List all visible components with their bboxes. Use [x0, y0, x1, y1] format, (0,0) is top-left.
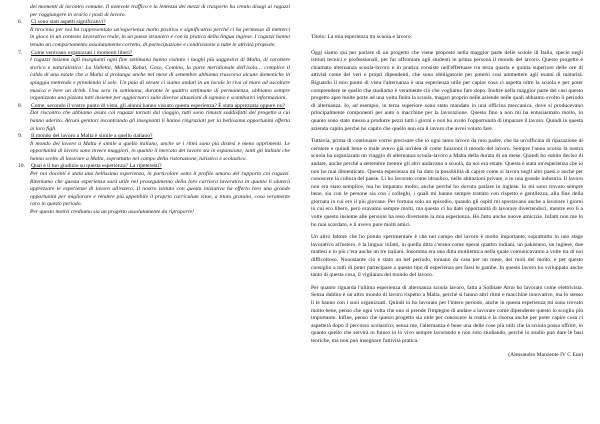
question-number: 8. [18, 102, 23, 109]
author-signature: (Alessandro Manzente IV C Ene) [508, 351, 583, 358]
question [18, 163, 290, 171]
answer-paragraph: Dal riscontro che abbiamo avuto coi ragazzi tornati dal viaggio, tutti sono rimasti soddisfatti del progetto a cui hanno aderito. Alcuni genitori incontrando gli insegnanti li hanno ringraziati per la bellissima opportunità offerta ai loro figli. [30, 110, 290, 132]
question [18, 133, 290, 141]
question-item [18, 50, 290, 103]
essay-paragraph: Un altro fattore che ho potuto sperimentare è che nel campo del lavoro è molto importante, soprattutto in uno stage lavorativo all'estero, è la lingua: infatti, in quella ditta c'erano come operai quattro indiani, un pakistano, un inglese, due maltesi e io più c'era anche un tre italiani. Insomma era una ditta multietnica nella quale comunicavamo a volte tra di noi difficoltoso. Nonostante ciò è stato un bel periodo, lontano da casa per un mese, dei ruoli dei molto, e per questo consiglio a tutti di poter partecipare a questo tipo di esperienza per farsi le gambe. In questo lavoro ho sviluppato anche tanto di questa cosa, il vigilanza del mondo del lavoro. [311, 234, 583, 279]
answer [18, 141, 290, 164]
question-text: Come, secondo il vostro punto di vista, gli alunni hanno vissuto questa esperienza? È stata apprezzata oppure no? [31, 102, 285, 109]
essay-title: Titolo: La mia esperienza tra scuola e lavoro. [311, 34, 413, 40]
answer-paragraph: Il tirocinio per noi ha rappresentato un'esperienza molto positiva e significativa perché ci ha permesso di metterci in gioco in un contesto lavorativo reale, in un paese straniero e con la pratica della lingua inglese. I ragazzi hanno tenuto un comportamento assolutamente corretto, di partecipazione e condivisione a tutte le attività proposte. [30, 26, 290, 48]
question-text: Ci sono stati aspetti significativi? [31, 19, 106, 26]
question-number: 10. [18, 163, 25, 170]
question [18, 19, 290, 27]
answer-paragraph: I ragazzi insieme agli insegnanti ogni fine settimana hanno visitato i luoghi più suggestivi di Malta, di carattere storico e naturalistico: La Valletta, Mdina, Rabat, Gozo, Comino, la parte meridionale dell'isola… complice il caldo di una estate che a Malta si prolunga anche nel mese di settembre abbiamo trascorso alcune domeniche in spiaggia mettendo e prendendo il sole. Un paio di serate ci siamo andati in un locale in riva al mare ad ascoltare musica e bere un drink. Una sera in settimana, durante le quattro settimane di permanenza, abbiamo sempre organizzato una pizzata tutti insieme per aggiornarci sulle diverse situazioni di ognuno e scambiarci informazioni. [30, 57, 290, 102]
essay-paragraph: Tuttavia, prima di continuare vorrei precisare che io ogni tanto lavoro da mio padre, che ha un'officina di riparazione di cerniere e quindi bene o male avevo già un'idea di come funzioni il mondo del lavoro. Sempre l'anno scorso la nostra scuola ha organizzato un viaggio di alternanza scuola-lavoro a Malta della durata di un mese. Quindi ho subito deciso di andare, anche perché a settembre mentre gli altri andavano a scuola, da noi era estate. Questa è stata un'esperienza che io non ho mai dimenticato. Questa esperienza mi ha dato la possibilità di capire come si lavora negli altri paesi e anche per conoscere la cultura del paese. Lì ho lavorato come idraulico, nelle abitazioni private, e in una grande industria. Il lavoro non era stato semplice, ma ho imparato molto, anche perché ho dovuto parlare in inglese. Io mi sono trovato sempre bene, sia con le persone sia con i colleghi, i quali mi hanno sempre trattato con rispetto e gentilezza, alla fine della giornata in cui ero il più giovane. Per fortuna solo un episodio, quando gli ospiti mi spostavano anche a lavorare i giorni in cui ero libero, però eravamo sempre molti, ma questo ci ha dato opportunità di lavorare divertendoci, mentre ero lì a volte questo insieme alle persioni ha reso divertente la mia esperienza. Ho fatto anche nuove amicizie. Infatti non me lo ho mai scordato, e lì avevo pure molti amici. [311, 138, 583, 228]
intro-answer [18, 4, 290, 19]
question-item [18, 19, 290, 49]
question-item [18, 163, 290, 216]
essay-paragraph: Per quanto riguarda l'ultima esperienza di alternanza scuola lavoro, fatta a Solbiate Arno ho lavorato come elettricista. Senza dubbio è un altro mondo di lavoro rispetto a Malta, perché si hanno altri ritmi e macchine innovative, ma lo stesso lì le hanno con i suoi organizzati. Quindi io ho lavorato per l'intero periodo, anche in questa esperienza mi sono trovato molto bene, penso che ogni volta che uno si prende l'impegno di andare a lavorare come dipendente questo lo scoglio più importante. Infine, penso che questo progetto sia utile per conoscere la realtà e la risorsa anche per poter capire cosa ci aspetterà dopo il percorso scolastico; senza me, l'alternanza è bene una delle cose più utili che la scuola possa offrire, in quanto quello che servirà in futuro io lo vivo sempre lavorando e non solo studiando, perché lo studio può dare le basi teoriche, ma non può insegnare l'attività pratica. [311, 284, 583, 344]
answer-paragraph: Per noi docenti è stata una bellissima esperienza, in particolare sotto il profilo umano del rapporto coi ragazzi. Riteniamo che questa esperienza sarà utile nel proseguimento della loro carriera lavorativa in quanto li aiuterà apprezzare le esperienze di lavoro all'estero. Il nostro istituto con questa iniziativa ha offerto loro una grande opportunità per migliorare e rendere più appetibile il proprio curriculum vitae, a titolo gratuito, cosa veramente rara in questo periodo. [30, 171, 290, 208]
answer [18, 171, 290, 217]
question-item [18, 133, 290, 163]
answer-paragraph: dei momenti di incontro comune. Il notevole traffico e la lentezza dei mezzi di trasporto ha creato disagi ai ragazzi per raggiungere in orario i posti di lavoro. [30, 4, 290, 18]
question-item [18, 103, 290, 133]
question-number: 6. [18, 19, 23, 26]
answer [18, 110, 290, 133]
question-text: Il mondo del lavoro a Malta è simile a quello italiano? [31, 133, 153, 140]
answer [18, 57, 290, 103]
answer [18, 27, 290, 50]
essay-paragraph: Oggi siamo qui per parlare di un progetto che viene proposto nella maggior parte delle scuole di Italia, specie negli istituti tecnici e professionali, per far affrontare agli studenti in prima persona il mondo del lavoro. Questo progetto è chiamato alternanza scuola-lavoro e in pratica consiste nell'effettuare tra terza quarta e quinta superiore delle ore di attività come dei veri e propri dipendenti, che sono obbligatorie per potersi così ammettere agli esami di maturità. Riguardo il mio punto di vista l'alternanza è una esperienza utile per capire cosa ci aspetta oltre la scuola e per poter comprendere se quello che studiamo è veramente ciò che vogliamo fare dopo. Inoltre nella maggior parte dei casi questo progetto apre molte porte ad una volta finita la scuola, magari proprio nelle aziende nelle quali abbiamo svolto il periodo di alternanza. Io, ad esempio, in terza superiore sono stato mandato in una officina meccanica, dove si producevano principalmente componenti per auto o macchine per la lavorazione. Questo fino a non mi ha entusiasmato molto, in quanto sono stato messo a produrre pezzi tutti i giorni e non ho avuto l'opportunità di imparare il lavoro. Quindi in questa azienda capito perché ho capito che quello non era il lavoro che avrei voluto fare. [311, 49, 583, 132]
question-text: Qual è il tuo giudizio su questa esperienza? La ripeteresti? [31, 163, 162, 170]
essay-column [311, 4, 583, 359]
question-number: 7. [18, 49, 23, 56]
answer-paragraph: Per questo motivi crediamo sia un progetto assolutamente da riproporre! [30, 209, 195, 216]
question-text: Come venivano organizzati i momenti liberi? [31, 49, 133, 56]
interview-column [18, 4, 290, 217]
question-number: 9. [18, 133, 23, 140]
answer-paragraph: Il mondo del lavoro a Malta è simile a quello italiano, anche se i ritmi sono più distesi e meno opprimenti. Le opportunità di lavoro sono invece maggiori, in quanto il mercato del lavoro sta in espansione; tanti gli italiani che hanno scelto di lavorare a Malta, soprattutto nel campo della ristorazione, turistico e scolastico. [30, 140, 290, 162]
